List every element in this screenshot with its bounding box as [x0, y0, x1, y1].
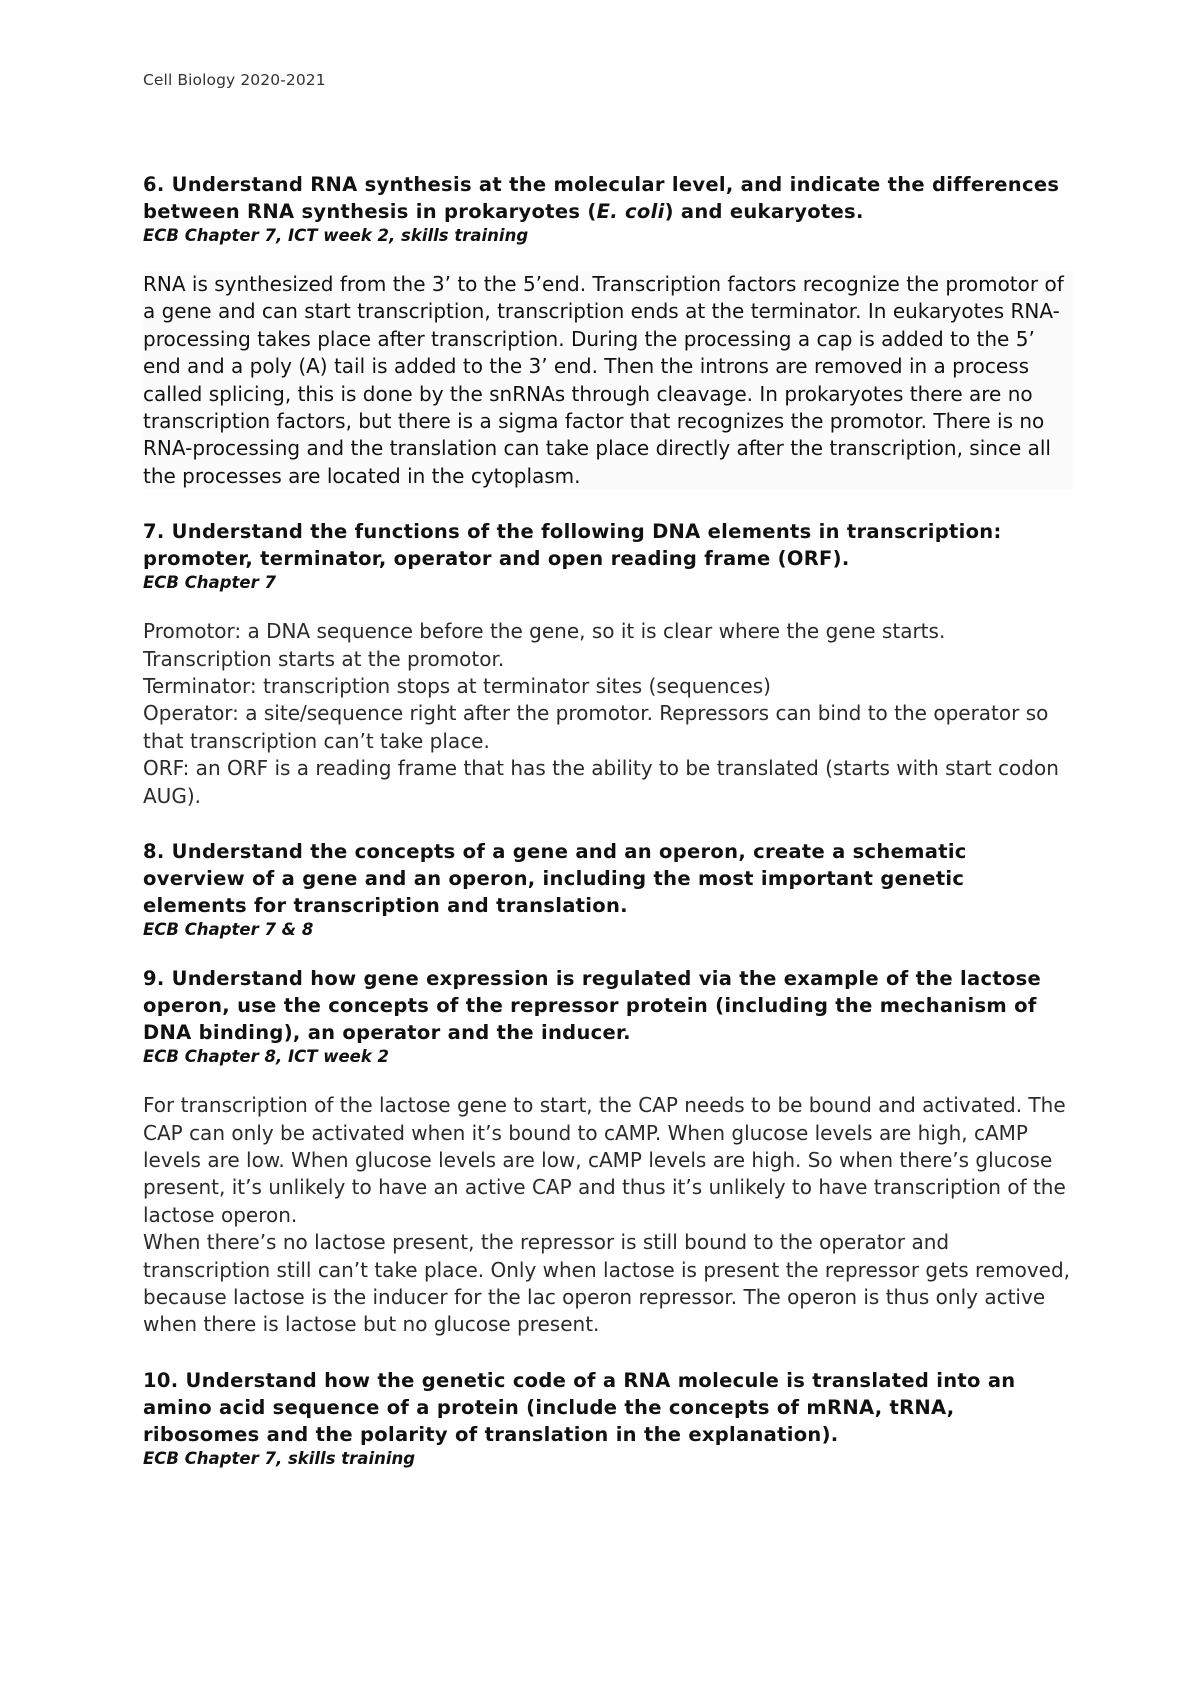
- section-7: [143, 518, 1073, 810]
- question-7: [143, 518, 1073, 572]
- answer-line: Operator: a site/sequence right after the promotor. Repressors can bind to the operator so that transcription can’t take place.: [143, 701, 1049, 753]
- question-text: Understand the functions of the following DNA elements in transcription: promoter, terminator, operator and open reading frame (ORF).: [143, 520, 1002, 571]
- question-text: Understand how the genetic code of a RNA molecule is translated into an amino acid sequence of a protein (include the concepts of mRNA, tRNA, ribosomes and the polarity of translation in the explanation).: [143, 1368, 1016, 1446]
- answer-paragraph: For transcription of the lactose gene to start, the CAP needs to be bound and activated. The CAP can only be activated when it’s bound to cAMP. When glucose levels are high, cAMP levels are low. When glucose levels are low, cAMP levels are high. So when there’s glucose present, it’s unlikely to have an active CAP and thus it’s unlikely to have transcription of the lactose operon.: [143, 1093, 1066, 1227]
- page-header: Cell Biology 2020-2021: [143, 71, 326, 89]
- section-10: [143, 1367, 1073, 1470]
- question-text: Understand RNA synthesis at the molecular level, and indicate the differences between RNA synthesis in prokaryotes (: [143, 173, 1060, 223]
- reference-9: ECB Chapter 8, ICT week 2: [143, 1047, 390, 1067]
- reference-10: ECB Chapter 7, skills training: [143, 1448, 416, 1468]
- question-number: 9.: [143, 967, 165, 991]
- question-number: 7.: [143, 520, 165, 544]
- section-8: [143, 838, 1073, 941]
- question-text: Understand the concepts of a gene and an operon, create a schematic overview of a gene and an operon, including the most important genetic elements for transcription and translation.: [143, 840, 967, 918]
- question-text: Understand how gene expression is regulated via the example of the lactose operon, use the concepts of the repressor protein (including the mechanism of DNA binding), an operator and the inducer.: [143, 967, 1042, 1045]
- reference-7: ECB Chapter 7: [143, 573, 276, 593]
- question-number: 6.: [143, 173, 165, 196]
- question-number: 8.: [143, 840, 165, 864]
- question-italic: E. coli: [596, 200, 665, 223]
- answer-line: Promotor: a DNA sequence before the gene, so it is clear where the gene starts. Transcription starts at the promotor.: [143, 619, 946, 671]
- question-6: [143, 171, 1073, 225]
- answer-7: [143, 618, 1073, 810]
- reference-8: ECB Chapter 7 & 8: [143, 920, 314, 940]
- section-6: [143, 171, 1073, 490]
- answer-6: RNA is synthesized from the 3’ to the 5’end. Transcription factors recognize the promotor of a gene and can start transcription, transcription ends at the terminator. In eukaryotes RNA-processing takes place after transcription. During the processing a cap is added to the 5’ end and a poly (A) tail is added to the 3’ end. Then the introns are removed in a process called splicing, this is done by the snRNAs through cleavage. In prokaryotes there are no transcription factors, but there is a sigma factor that recognizes the promotor. There is no RNA-processing and the translation can take place directly after the transcription, since all the processes are located in the cytoplasm.: [143, 271, 1073, 490]
- section-9: [143, 965, 1073, 1339]
- reference-6: ECB Chapter 7, ICT week 2, skills training: [143, 226, 529, 245]
- answer-line: Terminator: transcription stops at terminator sites (sequences): [143, 674, 771, 699]
- question-text-end: ) and eukaryotes.: [664, 200, 864, 223]
- question-10: [143, 1367, 1073, 1448]
- question-9: [143, 965, 1073, 1046]
- answer-line: ORF: an ORF is a reading frame that has the ability to be translated (starts with start codon AUG).: [143, 756, 1059, 808]
- answer-9: [143, 1092, 1073, 1339]
- question-number: 10.: [143, 1368, 179, 1392]
- question-8: [143, 838, 1073, 919]
- answer-paragraph: When there’s no lactose present, the repressor is still bound to the operator and transcription still can’t take place. Only when lactose is present the repressor gets removed, because lactose is the inducer for the lac operon repressor. The operon is thus only active when there is lactose but no glucose present.: [143, 1230, 1071, 1337]
- document-body: [143, 171, 1073, 1494]
